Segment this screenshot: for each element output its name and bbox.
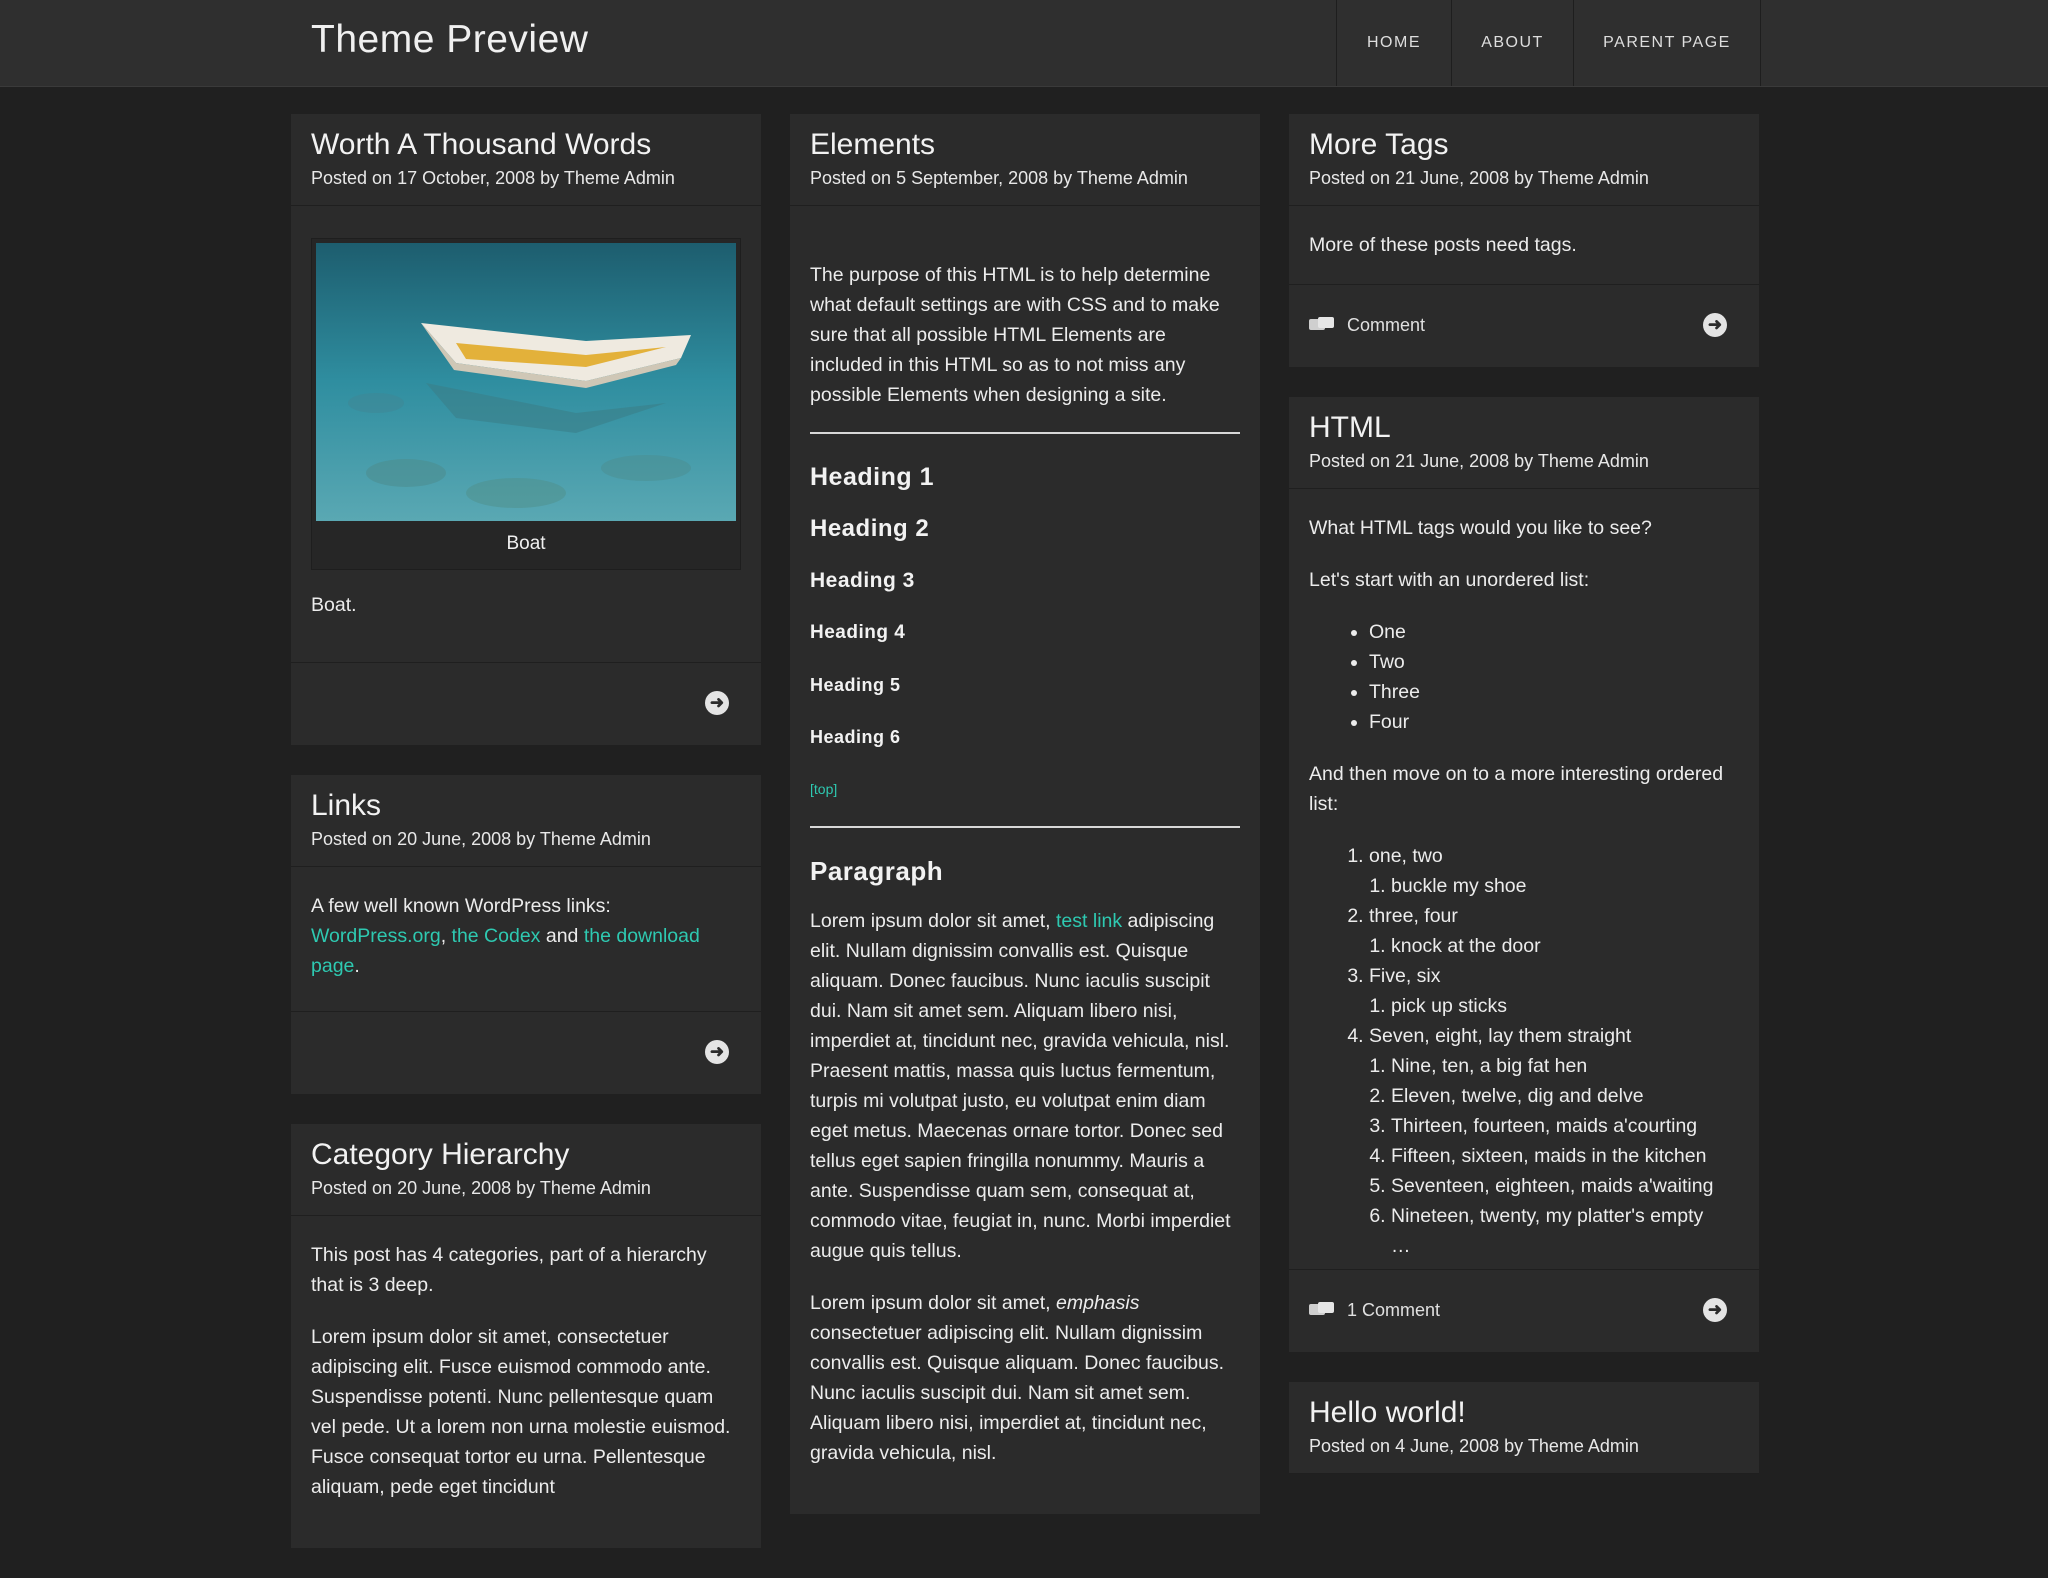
divider [810,432,1240,434]
post-header [790,114,1260,206]
link-download-page[interactable]: the download page [311,925,700,977]
list-item [1369,901,1739,961]
post-html [1289,397,1759,1352]
post-meta: Posted on 17 October, 2008 by Theme Admin [311,168,675,188]
test-link[interactable]: test link [1056,910,1123,932]
ordered-list [1309,841,1739,1261]
list-item-text: Five, six [1369,965,1441,987]
post-text: The purpose of this HTML is to help determine what default settings are with CSS and to make sure that all possible HTML Elements are included in this HTML so as to not miss any possible Elements when designing a site. [810,264,1220,406]
paragraph-rest: consectetuer adipiscing elit. Nullam dignissim convallis est. Quisque aliquam. Donec faucibus. Nunc iaculis suscipit dui. Nam sit amet sem. Aliquam libero nisi, imperdiet at, tincidunt nec, gravida vehicula, nisl. [810,1322,1225,1464]
list-item-text: Seven, eight, lay them straight [1369,1025,1632,1047]
comment-bubbles-icon [1309,317,1335,335]
post-text: Let's start with an unordered list: [1309,569,1590,591]
post-body [291,206,761,662]
post-text: This post has 4 categories, part of a hierarchy that is 3 deep. [311,1244,707,1296]
post-body [1289,489,1759,1269]
post-footer [1289,1269,1759,1352]
post-more-tags [1289,114,1759,367]
nav-about[interactable]: ABOUT [1452,0,1574,86]
paragraph-rest: adipiscing elit. Nullam dignissim convallis est. Quisque aliquam. Donec faucibus. Nunc iaculis suscipit dui. Nam sit amet sem. Aliquam libero nisi, imperdiet at, tincidunt nec, gravida vehicula, nisl. Praesent mattis, massa quis luctus fermentum, turpis mi volutpat justo, eu volutpat enim diam eget metus. Maecenas ornare tortor. Donec sed tellus eget sapien fringilla nonummy. Mauris a ante. Suspendisse quam sem, consequat at, commodo vitae, feugiat in, nunc. Morbi imperdiet augue quis tellus. [810,910,1231,1262]
links-separator: , [440,925,447,947]
link-wordpress-org[interactable]: WordPress.org [311,925,441,947]
list-item: 5. Seventeen, eighteen, maids a'waiting [1391,1171,1739,1201]
post-text: And then move on to a more interesting ordered list: [1309,763,1724,815]
post-footer [291,1011,761,1094]
site-title[interactable]: Theme Preview [311,18,589,61]
heading-3: Heading 3 [810,569,915,592]
list-item: • Four [1369,707,1739,737]
list-item: 1. buckle my shoe [1391,871,1739,901]
paragraph-heading: Paragraph [810,856,944,886]
list-item: • One [1369,617,1739,647]
heading-6: Heading 6 [810,727,901,747]
post-text: Boat. [311,594,357,616]
post-title[interactable]: Category Hierarchy [311,1138,570,1171]
top-bar [0,0,2048,87]
comment-link[interactable] [1309,1300,1440,1321]
emphasis-text: emphasis [1056,1292,1140,1314]
link-the-codex[interactable]: the Codex [451,925,541,947]
top-link[interactable]: [top] [810,781,838,797]
post-body [291,1216,761,1548]
heading-2: Heading 2 [810,515,930,542]
list-ellipsis: … [1391,1235,1411,1257]
post-body [291,867,761,1011]
post-body [1289,206,1759,284]
arrow-right-circle-icon[interactable]: ➜ [705,1040,729,1064]
post-text: What HTML tags would you like to see? [1309,517,1652,539]
post-meta: Posted on 5 September, 2008 by Theme Admin [810,168,1188,188]
list-item: • Three [1369,677,1739,707]
heading-1: Heading 1 [810,463,934,491]
post-text [810,1288,1240,1468]
post-title[interactable]: Hello world! [1309,1396,1466,1429]
post-hello-world [1289,1382,1759,1474]
paragraph-start: Lorem ipsum dolor sit amet, [810,1292,1051,1314]
list-item [1369,961,1739,1021]
list-item: 6. Nineteen, twenty, my platter's empty [1391,1201,1739,1231]
comment-label: Comment [1347,315,1426,335]
post-category-hierarchy [291,1124,761,1548]
image-caption: Boat [506,533,546,554]
post-header [1289,114,1759,206]
post-meta: Posted on 20 June, 2008 by Theme Admin [311,1178,651,1198]
post-footer [1289,284,1759,367]
arrow-right-circle-icon[interactable]: ➜ [1703,313,1727,337]
post-title[interactable]: Links [311,789,382,822]
post-text [810,906,1240,1266]
post-header [291,114,761,206]
boat-image[interactable] [316,243,736,521]
post-header [291,1124,761,1216]
list-item: 4. Fifteen, sixteen, maids in the kitchen [1391,1141,1739,1171]
post-header [1289,397,1759,489]
post-header [291,775,761,867]
comment-label: 1 Comment [1347,1300,1441,1320]
list-item: • Two [1369,647,1739,677]
post-text [311,891,741,981]
image-figure [311,238,741,570]
unordered-list [1309,617,1739,737]
arrow-right-circle-icon[interactable]: ➜ [705,691,729,715]
post-text: More of these posts need tags. [1309,234,1577,256]
post-elements [790,114,1260,1514]
post-meta: Posted on 20 June, 2008 by Theme Admin [311,829,651,849]
post-meta: Posted on 21 June, 2008 by Theme Admin [1309,168,1649,188]
post-title[interactable]: HTML [1309,411,1391,444]
post-body [790,206,1260,1514]
paragraph-start: Lorem ipsum dolor sit amet, [810,910,1051,932]
nav-parent-page[interactable]: PARENT PAGE [1574,0,1761,86]
comment-bubbles-icon [1309,1302,1335,1320]
list-item [1369,1021,1739,1261]
links-intro: A few well known WordPress links: [311,895,611,917]
column-left [291,114,761,1578]
post-meta: Posted on 21 June, 2008 by Theme Admin [1309,451,1649,471]
post-text: Lorem ipsum dolor sit amet, consectetuer adipiscing elit. Fusce euismod commodo ante. Suspendisse potenti. Nunc pellentesque quam vel pede. Ut a lorem non urna molestie euismod. Fusce consequat tortor eu urna. Pellentesque aliquam, pede eget tincidunt [311,1326,731,1498]
list-item: 1. pick up sticks [1391,991,1739,1021]
arrow-right-circle-icon[interactable]: ➜ [1703,1298,1727,1322]
list-item: 3. Thirteen, fourteen, maids a'courting [1391,1111,1739,1141]
links-and: and [545,925,579,947]
post-footer [291,662,761,745]
post-meta: Posted on 4 June, 2008 by Theme Admin [1309,1436,1639,1456]
list-item-text: three, four [1369,905,1458,927]
nav-home[interactable]: HOME [1337,0,1452,86]
post-header [1289,1382,1759,1474]
list-item [1369,841,1739,901]
list-item-text: one, two [1369,845,1443,867]
heading-5: Heading 5 [810,675,901,695]
list-item: 1. Nine, ten, a big fat hen [1391,1051,1739,1081]
post-title[interactable]: Worth A Thousand Words [311,128,652,161]
post-title[interactable]: More Tags [1309,128,1449,161]
divider [810,826,1240,828]
post-links [291,775,761,1094]
post-worth-a-thousand-words [291,114,761,745]
column-middle [790,114,1260,1544]
list-item: 2. Eleven, twelve, dig and delve [1391,1081,1739,1111]
column-right [1289,114,1759,1504]
heading-4: Heading 4 [810,622,906,643]
main-nav [1336,0,1761,86]
links-end: . [354,955,360,977]
comment-link[interactable] [1309,315,1425,336]
list-item: 1. knock at the door [1391,931,1739,961]
post-title[interactable]: Elements [810,128,936,161]
